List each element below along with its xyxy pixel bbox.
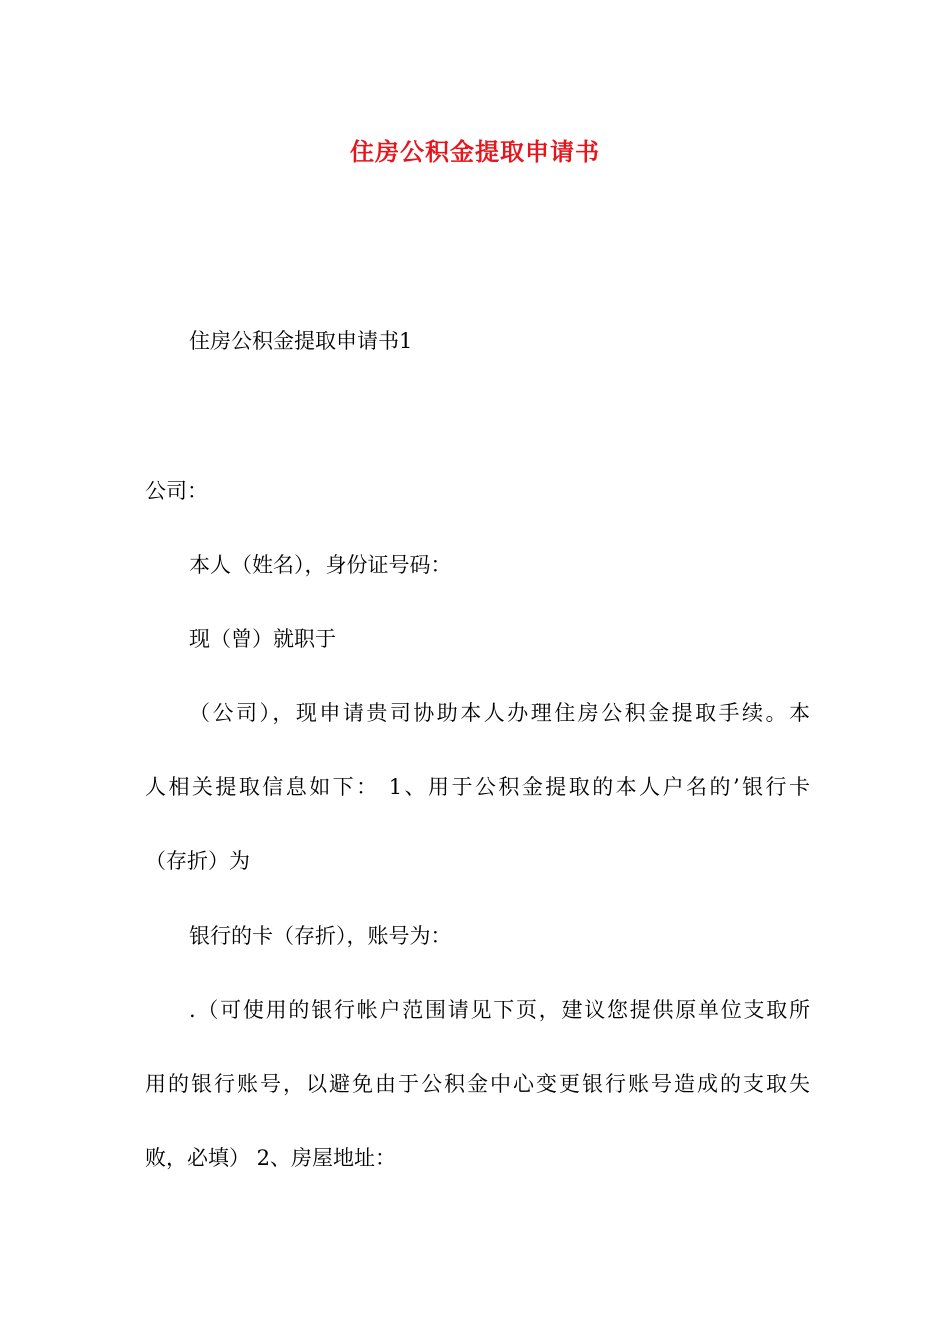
paragraph-line: （公司），现申请贵司协助本人办理住房公积金提取手续。本 [189,701,810,725]
paragraph-line: 败，必填） 2、房屋地址： [145,1146,397,1170]
paragraph-line: （存折）为 [145,849,250,873]
paragraph-line: 人相关提取信息如下： 1、用于公积金提取的本人户名的’银行卡 [145,775,810,799]
document-title: 住房公积金提取申请书 [350,138,600,166]
addressee-line: 公司： [145,479,208,503]
paragraph-line: 银行的卡（存折），账号为： [189,924,452,948]
paragraph-line: 本人（姓名），身份证号码： [189,553,452,577]
section-heading: 住房公积金提取申请书1 [189,329,413,353]
paragraph-line: 用的银行账号，以避免由于公积金中心变更银行账号造成的支取失 [145,1072,810,1096]
paragraph-line: .（可使用的银行帐户范围请见下页，建议您提供原单位支取所 [189,998,810,1022]
paragraph-line: 现（曾）就职于 [189,627,336,651]
